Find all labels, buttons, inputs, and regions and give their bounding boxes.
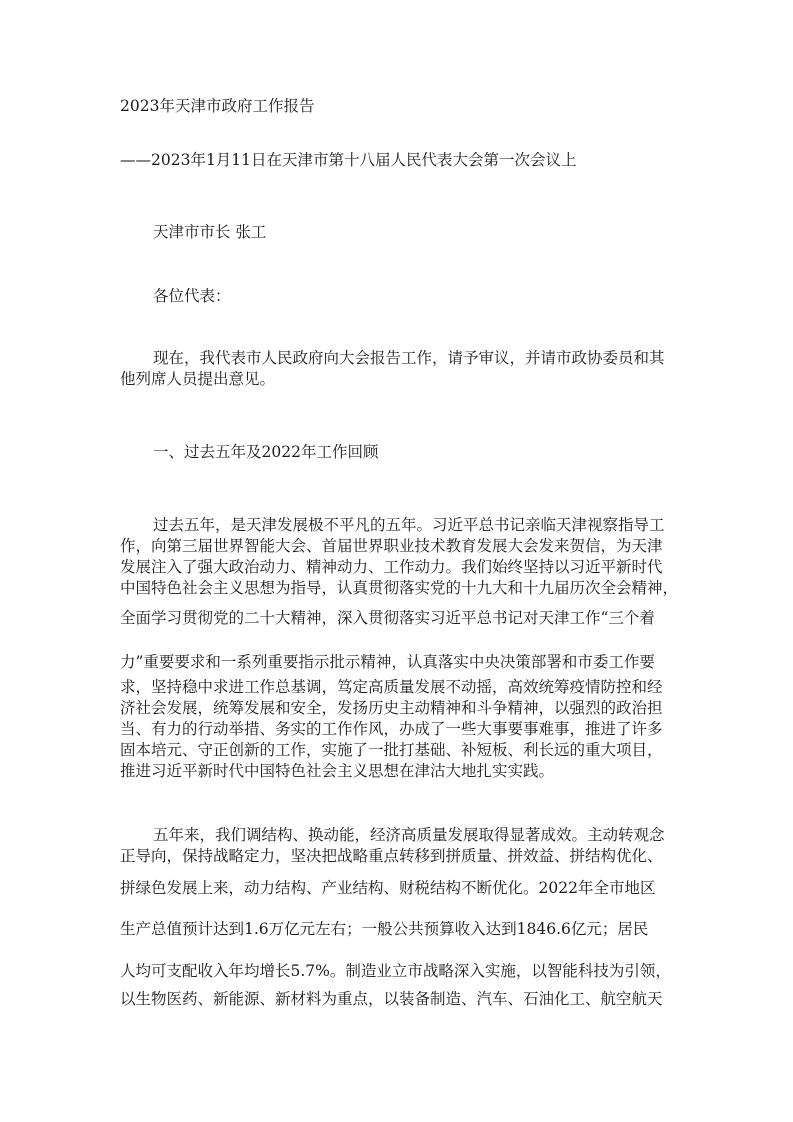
paragraph-line: 固本培元、守正创新的工作，实施了一批打基础、补短板、利长远的重大项目， xyxy=(120,741,663,759)
paragraph-line: 全面学习贯彻党的二十大精神，深入贯彻落实习近平总书记对天津工作“三个着 xyxy=(120,609,655,627)
paragraph-line: 求，坚持稳中求进工作总基调，笃定高质量发展不动摇，高效统筹疫情防控和经 xyxy=(120,678,663,696)
paragraph-line: 济社会发展，统筹发展和安全，发扬历史主动精神和斗争精神，以强烈的政治担 xyxy=(120,699,663,717)
section-heading: 一、过去五年及2022年工作回顾 xyxy=(153,443,379,461)
paragraph-line: 力”重要要求和一系列重要指示批示精神，认真落实中央决策部署和市委工作要 xyxy=(120,653,655,671)
paragraph-line: 推进习近平新时代中国特色社会主义思想在津沽大地扎实实践。 xyxy=(120,762,555,780)
paragraph-line: 拼绿色发展上来，动力结构、产业结构、财税结构不断优化。2022年全市地区 xyxy=(120,879,656,897)
paragraph-line: 中国特色社会主义思想为指导，认真贯彻落实党的十九大和十九届历次全会精神， xyxy=(120,579,679,597)
paragraph-line: 当、有力的行动举措、务实的工作作风，办成了一些大事要事难事，推进了许多 xyxy=(120,720,663,738)
speaker-line: 天津市市长 张工 xyxy=(153,223,267,241)
paragraph-line: 作，向第三届世界智能大会、首届世界职业技术教育发展大会发来贺信，为天津 xyxy=(120,537,663,555)
paragraph-line: 发展注入了强大政治动力、精神动力、工作动力。我们始终坚持以习近平新时代 xyxy=(120,558,663,576)
intro-paragraph xyxy=(120,348,673,390)
paragraph-line: 人均可支配收入年均增长5.7%。制造业立市战略深入实施，以智能科技为引领， xyxy=(120,962,671,980)
intro-line: 他列席人员提出意见。 xyxy=(120,370,276,388)
paragraph-1 xyxy=(120,515,679,599)
document-subtitle: ——2023年1月11日在天津市第十八届人民代表大会第一次会议上 xyxy=(120,151,577,169)
paragraph-line: 五年来，我们调结构、换动能，经济高质量发展取得显著成效。主动转观念 xyxy=(153,826,665,844)
intro-line: 现在，我代表市人民政府向大会报告工作，请予审议，并请市政协委员和其 xyxy=(153,349,665,367)
paragraph-1-continued xyxy=(120,677,673,782)
salutation: 各位代表： xyxy=(153,287,231,305)
paragraph-line: 以生物医药、新能源、新材料为重点，以装备制造、汽车、石油化工、航空航天 xyxy=(120,990,663,1008)
paragraph-line: 生产总值预计达到1.6万亿元左右；一般公共预算收入达到1846.6亿元；居民 xyxy=(120,920,649,938)
paragraph-2 xyxy=(120,825,673,867)
paragraph-line: 过去五年，是天津发展极不平凡的五年。习近平总书记亲临天津视察指导工 xyxy=(153,516,665,534)
document-title: 2023年天津市政府工作报告 xyxy=(120,97,315,115)
paragraph-line: 正导向，保持战略定力，坚决把战略重点转移到拼质量、拼效益、拼结构优化、 xyxy=(120,847,663,865)
